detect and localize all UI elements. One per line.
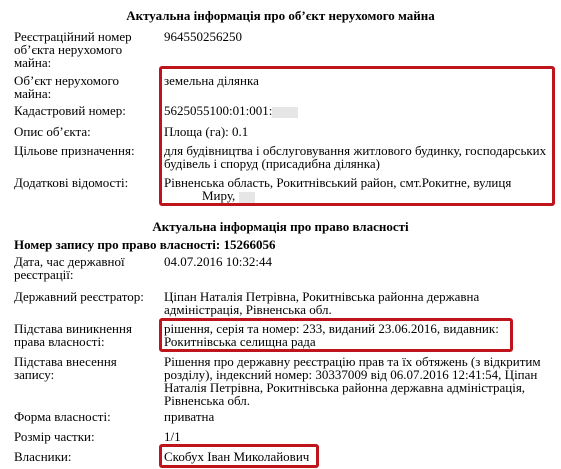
owners-value: Скобух Іван Миколайович bbox=[164, 449, 310, 464]
description-value: Площа (га): 0.1 bbox=[164, 124, 249, 139]
reg-number-label: Реєстраційний номер об’єкта нерухомого майна: bbox=[14, 29, 132, 70]
registrar-value: Ціпан Наталія Петрівна, Рокитнівська районна державна адміністрація, Рівненська обл. bbox=[164, 289, 480, 317]
purpose-label: Цільове призначення: bbox=[14, 143, 135, 158]
owners-label: Власники: bbox=[14, 449, 72, 464]
object-label: Об’єкт нерухомого майна: bbox=[14, 73, 120, 101]
ownership-form-label: Форма власності: bbox=[14, 409, 111, 424]
additional-value-line2 bbox=[164, 189, 556, 203]
reg-number-value: 964550256250 bbox=[164, 29, 242, 44]
purpose-value: для будівництва і обслуговування житлового будинку, господарських будівель і споруд (присадибна ділянка) bbox=[164, 143, 547, 171]
ownership-section-title: Актуальна інформація про право власності bbox=[152, 219, 409, 234]
cadastral-value bbox=[164, 104, 556, 118]
ownership-basis-label: Підстава виникнення права власності: bbox=[14, 321, 132, 349]
additional-label: Додаткові відомості: bbox=[14, 175, 129, 190]
ownership-form-value: приватна bbox=[164, 409, 215, 424]
cadastral-number: 5625055100:01:001: bbox=[164, 103, 273, 118]
record-number: Номер запису про право власності: 15266056 bbox=[14, 237, 276, 252]
description-label: Опис об’єкта: bbox=[14, 124, 91, 139]
redaction-block bbox=[272, 107, 298, 118]
additional-value-line1: Рівненська область, Рокитнівський район, смт.Рокитне, вулиця bbox=[164, 175, 512, 190]
redaction-block bbox=[239, 192, 255, 203]
object-section-title: Актуальна інформація про об’єкт нерухомого майна bbox=[126, 8, 435, 23]
share-size-label: Розмір частки: bbox=[14, 429, 95, 444]
entry-basis-value: Рішення про державну реєстрацію прав та їх обтяжень (з відкритим розділу), індексний номер: 30337009 від 06.07.2016 12:41:54, Ціпан Наталія Петрівна, Рокитнівська районна державна адміністрація, Рівненська обл. bbox=[164, 354, 541, 408]
registration-date-value: 04.07.2016 10:32:44 bbox=[164, 254, 272, 269]
registrar-label: Державний реєстратор: bbox=[14, 289, 144, 304]
address-street: Миру, bbox=[202, 188, 236, 203]
ownership-basis-value: рішення, серія та номер: 233, виданий 23.06.2016, видавник: Рокитнівська селищна рада bbox=[164, 321, 499, 349]
additional-value bbox=[164, 176, 556, 203]
cadastral-label: Кадастровий номер: bbox=[14, 103, 126, 118]
object-value: земельна ділянка bbox=[164, 73, 259, 88]
entry-basis-label: Підстава внесення запису: bbox=[14, 354, 117, 382]
share-size-value: 1/1 bbox=[164, 429, 181, 444]
registration-date-label: Дата, час державної реєстрації: bbox=[14, 254, 125, 282]
